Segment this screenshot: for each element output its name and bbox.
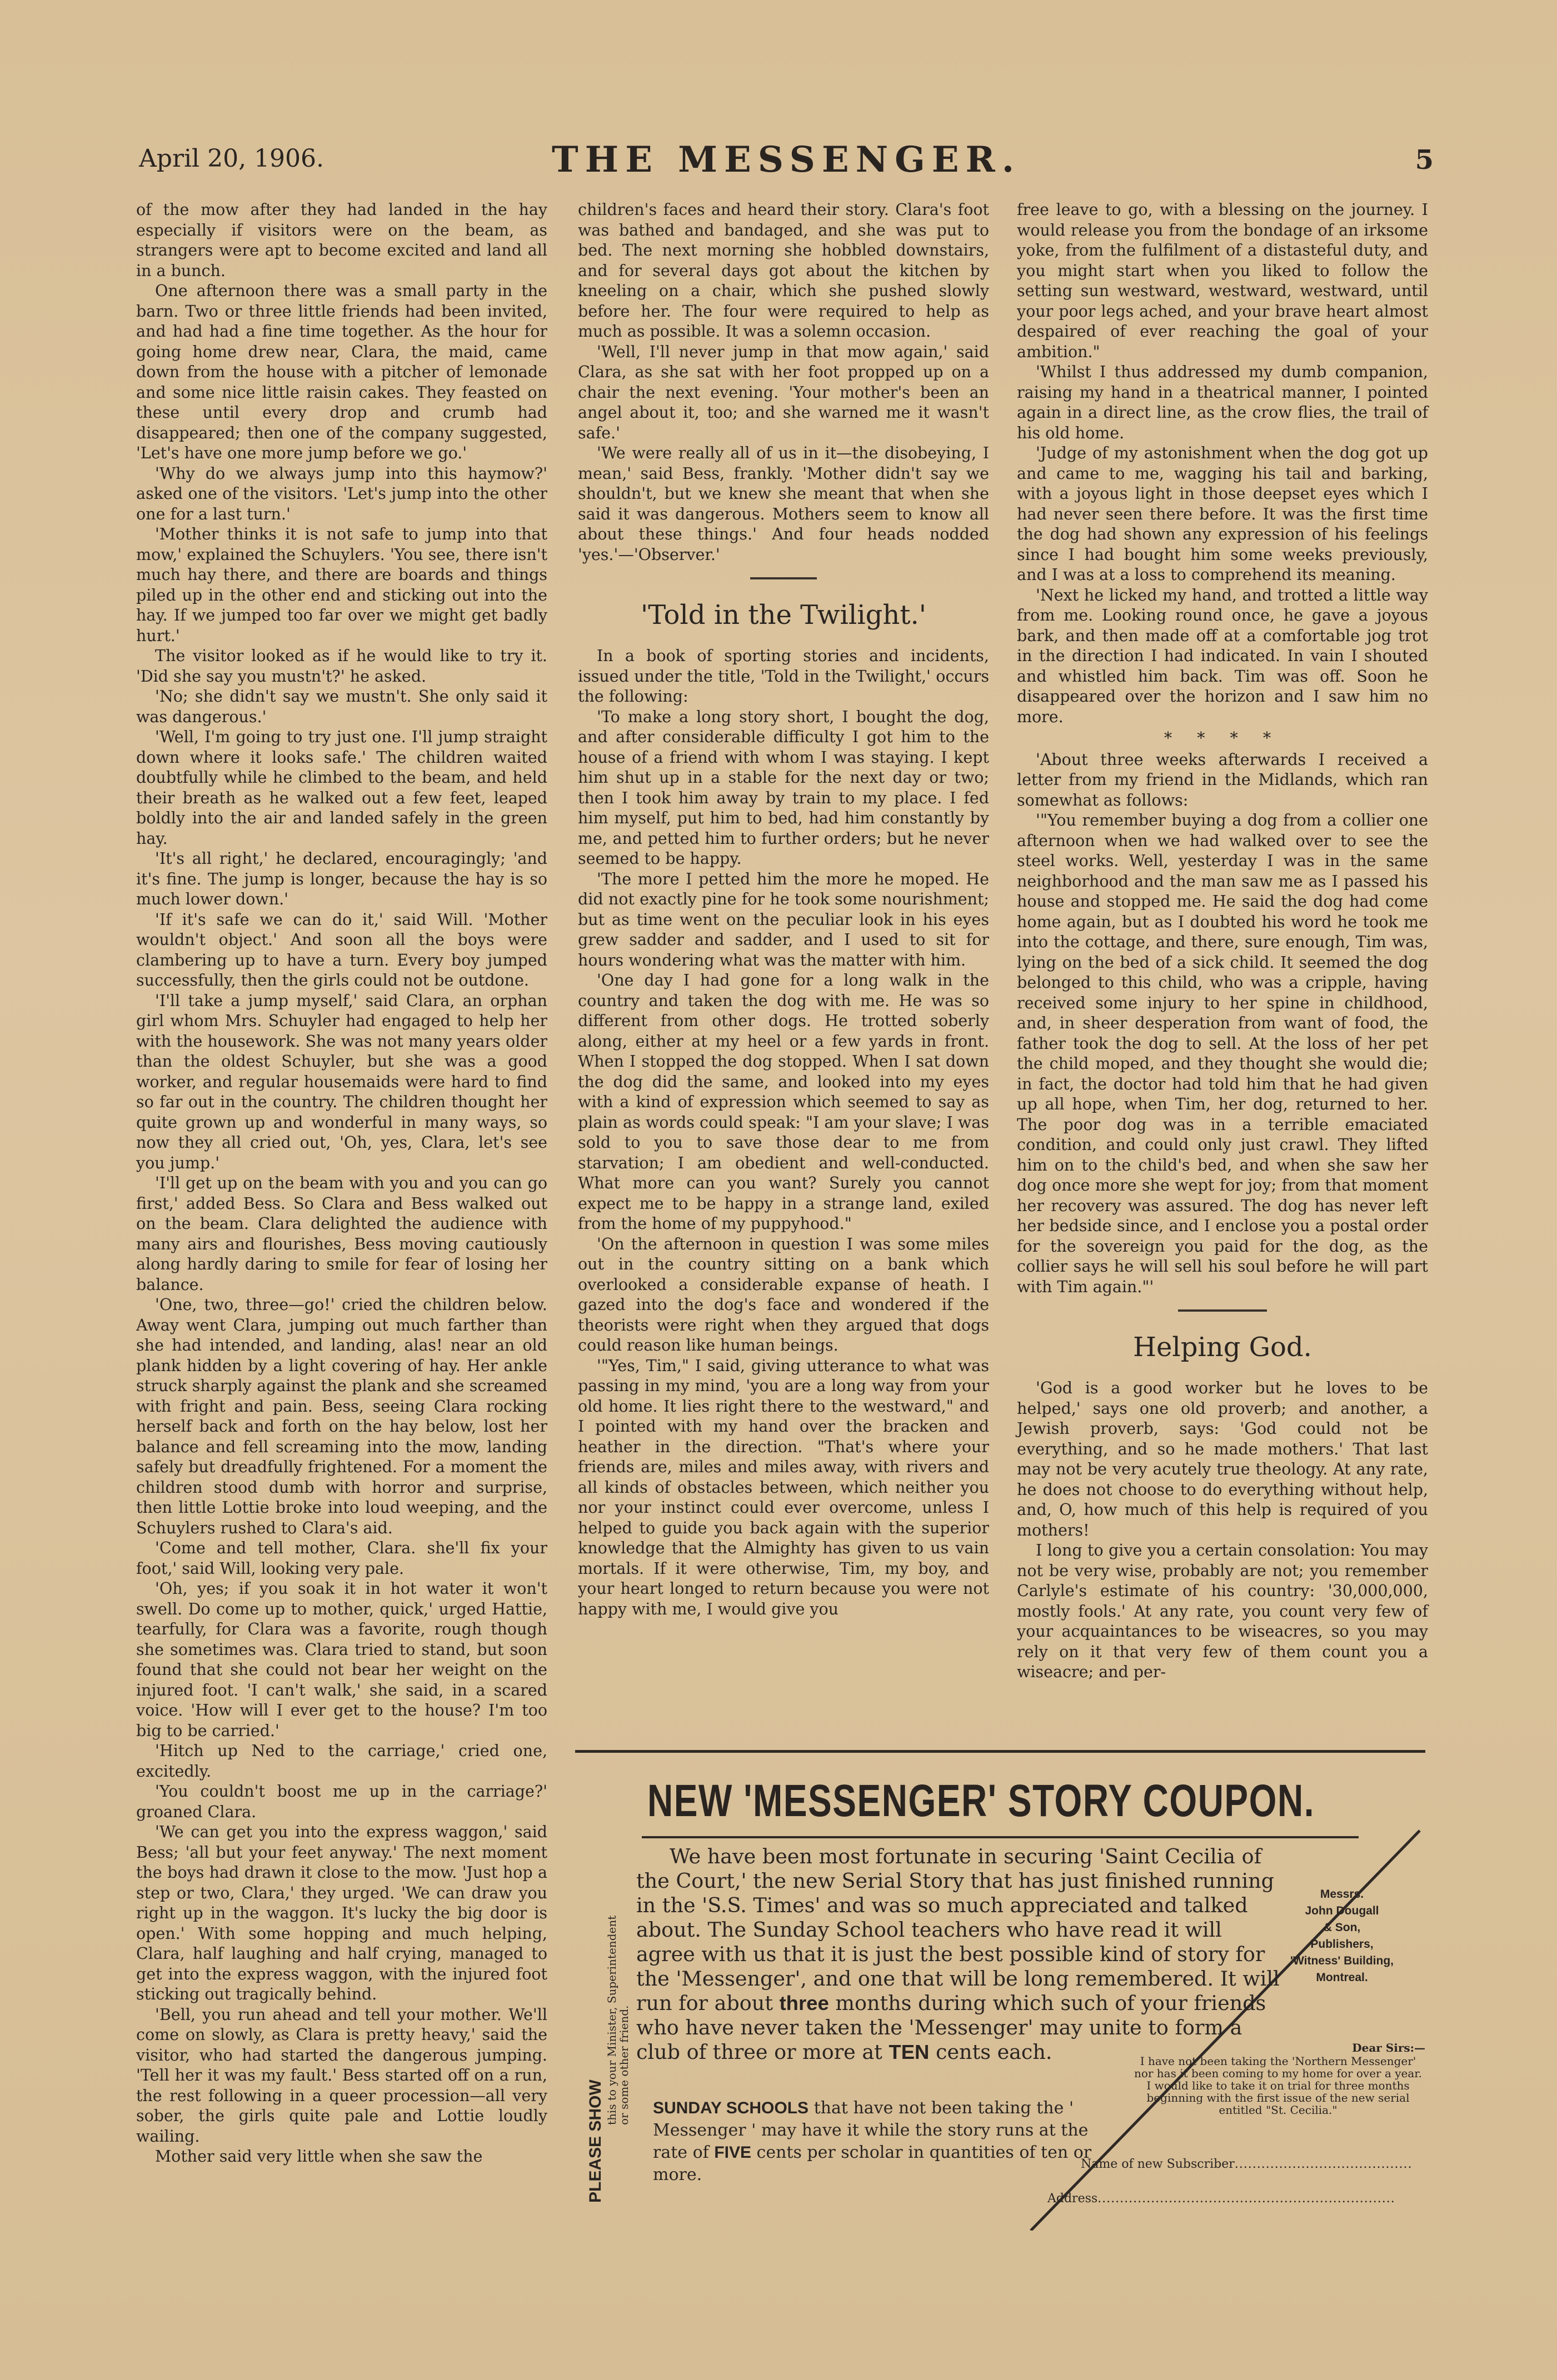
paragraph: 'Oh, yes; if you soak it in hot water it won't swell. Do come up to mother, quick,' urged Hattie, tearfully, for Clara was a favorite, rough though she sometimes was. Clara tried to stand, but soon found that she could not bear her weight on the injured foot. 'I can't walk,' she said, in a scared voice. 'How will I ever get to the house? I'm too big to be carried.' [136, 1579, 547, 1740]
sunday-schools-heading: SUNDAY SCHOOLS [653, 2099, 809, 2117]
coupon-body-text: We have been most fortunate in securing 'Saint Cecilia of the Court,' the new Serial Story that has just finished running in the 'S.S. Times' and was so much appreciated and talked about. The Sunday School teachers who have read it will agree with us that it is just the best possible kind of story for the 'Messenger', and one that will be long remembered. It will run for about [636, 1844, 1280, 2015]
paragraph: The visitor looked as if he would like to try it. 'Did she say you mustn't?' he asked. [136, 647, 547, 686]
form-statement: I have not been taking the 'Northern Messenger' nor has it been coming to my home for over a year. I would like to take it on trial for three months beginning with the first issue of the new serial entitled "St. Cecilia." [1134, 2054, 1423, 2117]
salutation: Dear Sirs:— [1352, 2041, 1425, 2054]
paragraph: Mother said very little when she saw the [155, 2147, 483, 2166]
paragraph: '"You remember buying a dog from a collier one afternoon when we had walked over to see the steel works. Well, yesterday I was in the same neighborhood and the man saw me as I passed his house and stopped me. He said the dog had come home again, but as I doubted his word he took me into the cottage, and there, sure enough, Tim was, lying on the bed of a sick child. It seemed the dog belonged to this child, who was a cripple, having received some injury to her spine in childhood, and, in sheer desperation from want of food, the father took the dog to sell. At the loss of her pet the child moped, and they thought she would die; in fact, the doctor had told him that he had given up all hope, when Tim, her dog, returned to her. The poor dog was in a terrible emaciated condition, and could only just crawl. They lifted him on to the child's bed, and when she saw her dog once more she wept for joy; from that moment her recovery was assured. The dog has never left her bedside since, and I enclose you a postal order for the sovereign you paid for the dog, as the collier says he will sell his soul before he will part with Tim again."' [1017, 811, 1428, 1296]
paragraph: 'Next he licked my hand, and trotted a little way from me. Looking round once, he gave a joyous bark, and then made off at a comfortable jog trot in the direction I had indicated. In vain I shouted and whistled him back. Tim was off. Soon he disappeared over the horizon and I saw him no more. [1017, 586, 1428, 726]
emphasis-three: three [779, 1992, 829, 2014]
paragraph: 'Bell, you run ahead and tell your mother. We'll come on slowly, as Clara is pretty heavy,' said the visitor, who had started the dangerous jumping. 'Tell her it was my fault.' Bess started off on a run, the rest following in a queer procession—all very sober, the girls quite pale and Lottie loudly wailing. [136, 2005, 547, 2146]
publisher-address [1253, 1886, 1431, 1986]
coupon-title: NEW 'MESSENGER' STORY COUPON. [647, 1776, 1315, 1826]
section-divider [1178, 1309, 1267, 1312]
side-subtext-line: or some other friend. [617, 2005, 631, 2125]
column-1 [136, 200, 547, 2244]
coupon-body-text: cents each. [936, 2040, 1052, 2064]
story-coupon [575, 1750, 1425, 2231]
coupon-side-note [575, 1769, 631, 2225]
page-number: 5 [1415, 144, 1434, 176]
emphasis-ten: TEN [889, 2041, 930, 2063]
column-3 [1017, 200, 1428, 1722]
column-2 [578, 200, 989, 1722]
paragraph: 'To make a long story short, I bought the dog, and after considerable difficulty I got him to the house of a friend with whom I was staying. I kept him shut up in a stable for the next day or two; then I took him away by train to my place. I fed him myself, put him to bed, had him constantly by me, and petted him to further orders; but he never seemed to be happy. [578, 707, 989, 868]
coupon-body-text: months during which such of your friends who have never taken the 'Messenger' may unite to form a club of three or more at [636, 1991, 1266, 2064]
paragraph: 'Judge of my astonishment when the dog got up and came to me, wagging his tail and barking, with a joyous light in those deepset eyes which I had never seen there before. It was the first time the dog had shown any expression of his feelings since I had bought him some weeks previously, and I was at a loss to comprehend its meaning. [1017, 444, 1428, 584]
emphasis-five: FIVE [714, 2143, 751, 2162]
paragraph: I long to give you a certain consolation: You may not be very wise, probably are not; you remember Carlyle's estimate of his country: '30,000,000, mostly fools.' At any rate, you count very few of your acquaintances to be wiseacres, so you may rely on it that very few of them count you a wiseacre; and per- [1017, 1541, 1428, 1681]
paragraph: 'The more I petted him the more he moped. He did not exactly pine for he took some nourishment; but as time went on the peculiar look in his eyes grew sadder and sadder, and I used to sit for hours wondering what was the matter with him. [578, 869, 989, 969]
address-line: 'Witness' Building, [1290, 1954, 1394, 1967]
coupon-title-underline [642, 1836, 1359, 1838]
paragraph: 'Hitch up Ned to the carriage,' cried one, excitedly. [136, 1742, 547, 1781]
paragraph: 'No; she didn't say we mustn't. She only said it was dangerous.' [136, 687, 547, 726]
address-line: Montreal. [1316, 1971, 1368, 1984]
paragraph: 'We were really all of us in it—the disobeying, I mean,' said Bess, frankly. 'Mother didn't say we shouldn't, but we knew she meant that when she said it was dangerous. Mothers seem to know all about these things.' And four heads nodded 'yes.'—'Observer.' [578, 444, 989, 564]
coupon-body [636, 1844, 1286, 2064]
paragraph: 'You couldn't boost me up in the carriage?' groaned Clara. [136, 1782, 547, 1821]
subscription-form-text [1131, 2042, 1425, 2116]
issue-date: April 20, 1906. [139, 144, 325, 173]
side-label: PLEASE SHOW [586, 2079, 605, 2203]
section-stars: * * * * [1164, 729, 1281, 747]
paragraph: 'We can get you into the express waggon,' said Bess; 'all but your feet anyway.' The next moment the boys had drawn it close to the mow. 'Just hop a step or two, Clara,' they urged. 'We can draw you right up in the waggon. It's lucky the big door is open.' With some hopping and much helping, Clara, half laughing and half crying, managed to get into the express waggon, with the injured foot sticking out tragically behind. [136, 1823, 547, 2003]
paragraph: 'It's all right,' he declared, encouragingly; 'and it's fine. The jump is longer, because the hay is so much lower down.' [136, 849, 547, 908]
side-subtext [606, 1814, 630, 2125]
masthead-title: THE MESSENGER. [552, 139, 1021, 181]
paragraph: 'About three weeks afterwards I received a letter from my friend in the Midlands, which ran somewhat as follows: [1017, 750, 1428, 809]
section-divider [750, 577, 817, 579]
paragraph: 'Why do we always jump into this haymow?' asked one of the visitors. 'Let's jump into the other one for a last turn.' [136, 464, 547, 523]
paragraph: children's faces and heard their story. Clara's foot was bathed and bandaged, and she was put to bed. The next morning she hobbled downstairs, and for several days got about the kitchen by kneeling on a chair, which she pushed slowly before her. The four were required to help as much as possible. It was a solemn occasion. [578, 201, 989, 341]
paragraph: free leave to go, with a blessing on the journey. I would release you from the bondage of an irksome yoke, from the fulfilment of a distasteful duty, and you might start when you liked to follow the setting sun westward, westward, westward, until your poor legs ached, and your brave heart almost despaired of ever reaching the goal of your ambition." [1017, 201, 1428, 361]
paragraph: '"Yes, Tim," I said, giving utterance to what was passing in my mind, 'you are a long way from your old home. It lies right there to the westward," and I pointed with my hand over the bracken and heather in the direction. "That's where your friends are, miles and miles away, with rivers and all kinds of obstacles between, which neither you nor your instinct could ever overcome, unless I helped to guide you back again with the superior knowledge that the Almighty has given to us vain mortals. If it were otherwise, Tim, my boy, and your heart longed to return because you were not happy with me, I would give you [578, 1356, 989, 1618]
article-heading: Helping God. [1133, 1332, 1312, 1363]
sunday-schools-text: cents per scholar in quantities of ten or more. [653, 2143, 1092, 2184]
paragraph: 'One day I had gone for a long walk in the country and taken the dog with me. He was so different from other dogs. He trotted soberly along, either at my heel or a few yards in front. When I stopped the dog stopped. When I sat down the dog did the same, and looked into my eyes with a kind of expression which seemed to say as plain as words could speak: "I am your slave; I was sold to you to save those dear to me from starvation; I am obedient and well-conducted. What more can you want? Surely you cannot expect me to be happy in a strange land, exiled from the home of my puppyhood." [578, 971, 989, 1233]
sunday-schools-note [653, 2097, 1109, 2186]
side-subtext-line: this to your Minister, Superintendent [605, 1915, 618, 2125]
paragraph: 'Whilst I thus addressed my dumb companion, raising my hand in a theatrical manner, I pointed again in a direct line, as the crow flies, the trail of his old home. [1017, 363, 1428, 442]
subscriber-name-field[interactable]: Name of new Subscriber........................................ [1081, 2157, 1413, 2171]
field-label: Address [1047, 2192, 1098, 2206]
paragraph: 'On the afternoon in question I was some miles out in the country sitting on a bank which overlooked a considerable expanse of heath. I gazed into the dog's face and wondered if the theorists were right when they argued that dogs could reason like human beings. [578, 1234, 989, 1354]
paragraph: One afternoon there was a small party in the barn. Two or three little friends had been invited, and had had a fine time together. As the hour for going home drew near, Clara, the maid, came down from the house with a pitcher of lemonade and some nice little raisin cakes. They feasted on these until every drop and crumb had disappeared; then one of the company suggested, 'Let's have one more jump before we go.' [136, 282, 547, 462]
page-header [139, 139, 1434, 189]
paragraph: 'Mother thinks it is not safe to jump into that mow,' explained the Schuylers. 'You see, there isn't much hay there, and there are boards and things piled up in the other end and sticking out into the hay. If we jumped too far over we might get badly hurt.' [136, 525, 547, 645]
field-label: Name of new Subscriber [1081, 2157, 1235, 2171]
address-line: Publishers, [1310, 1938, 1374, 1951]
address-field[interactable]: Address................................................................... [1047, 2192, 1395, 2206]
address-line: & Son, [1323, 1921, 1361, 1934]
sunday-schools-text: that have not been taking the ' Messenger ' may have it while the story runs at the rate of [653, 2098, 1089, 2162]
paragraph: In a book of sporting stories and incidents, issued under the title, 'Told in the Twilight,' occurs the following: [578, 647, 989, 706]
paragraph: 'Come and tell mother, Clara. she'll fix your foot,' said Will, looking very pale. [136, 1539, 547, 1578]
paragraph: 'Well, I'm going to try just one. I'll jump straight down where it looks safe.' The children waited doubtfully while he climbed to the beam, and held their breath as he walked out a few feet, leaped boldly into the air and landed safely in the green hay. [136, 728, 547, 848]
address-line: Messrs. [1320, 1888, 1364, 1901]
paragraph: 'Well, I'll never jump in that mow again,' said Clara, as she sat with her foot propped up on a chair the next evening. 'Your mother's been an angel about it, too; and she warned me it wasn't safe.' [578, 342, 989, 442]
paragraph: 'I'll take a jump myself,' said Clara, an orphan girl whom Mrs. Schuyler had engaged to help her with the housework. She was not many years older than the oldest Schuyler, but she was a good worker, and regular housemaids were hard to find so far out in the country. The children thought her quite grown up and wonderful in many ways, so now they all cried out, 'Oh, yes, Clara, let's see you jump.' [136, 991, 547, 1172]
paragraph: 'If it's safe we can do it,' said Will. 'Mother wouldn't object.' And soon all the boys were clambering up to have a turn. Every boy jumped successfully, then the girls could not be outdone. [136, 910, 547, 989]
article-heading: 'Told in the Twilight.' [641, 599, 926, 631]
paragraph: of the mow after they had landed in the hay especially if visitors were on the beam, as strangers were apt to become excited and land all in a bunch. [136, 201, 547, 280]
paragraph: 'One, two, three—go!' cried the children below. Away went Clara, jumping out much farther than she had intended, and landing, alas! near an old plank hidden by a light covering of hay. Her ankle struck sharply against the plank and she screamed with fright and pain. Bess, seeing Clara rocking herself back and forth on the hay below, lost her balance and fell screaming into the mow, landing safely but dreadfully frightened. For a moment the children stood dumb with horror and surprise, then little Lottie broke into loud weeping, and the Schuylers rushed to Clara's aid. [136, 1296, 547, 1537]
paragraph: 'I'll get up on the beam with you and you can go first,' added Bess. So Clara and Bess walked out on the beam. Clara delighted the audience with many airs and flourishes, Bess moving cautiously along hardly daring to smile for fear of losing her balance. [136, 1174, 547, 1294]
address-line: John Dougall [1305, 1904, 1379, 1917]
paragraph: 'God is a good worker but he loves to be helped,' says one old proverb; and another, a Jewish proverb, says: 'God could not be everything, and so he made mothers.' That last may not be very acutely true theology. At any rate, he does not choose to do everything without help, and, O, how much of this help is required of you mothers! [1017, 1379, 1428, 1539]
